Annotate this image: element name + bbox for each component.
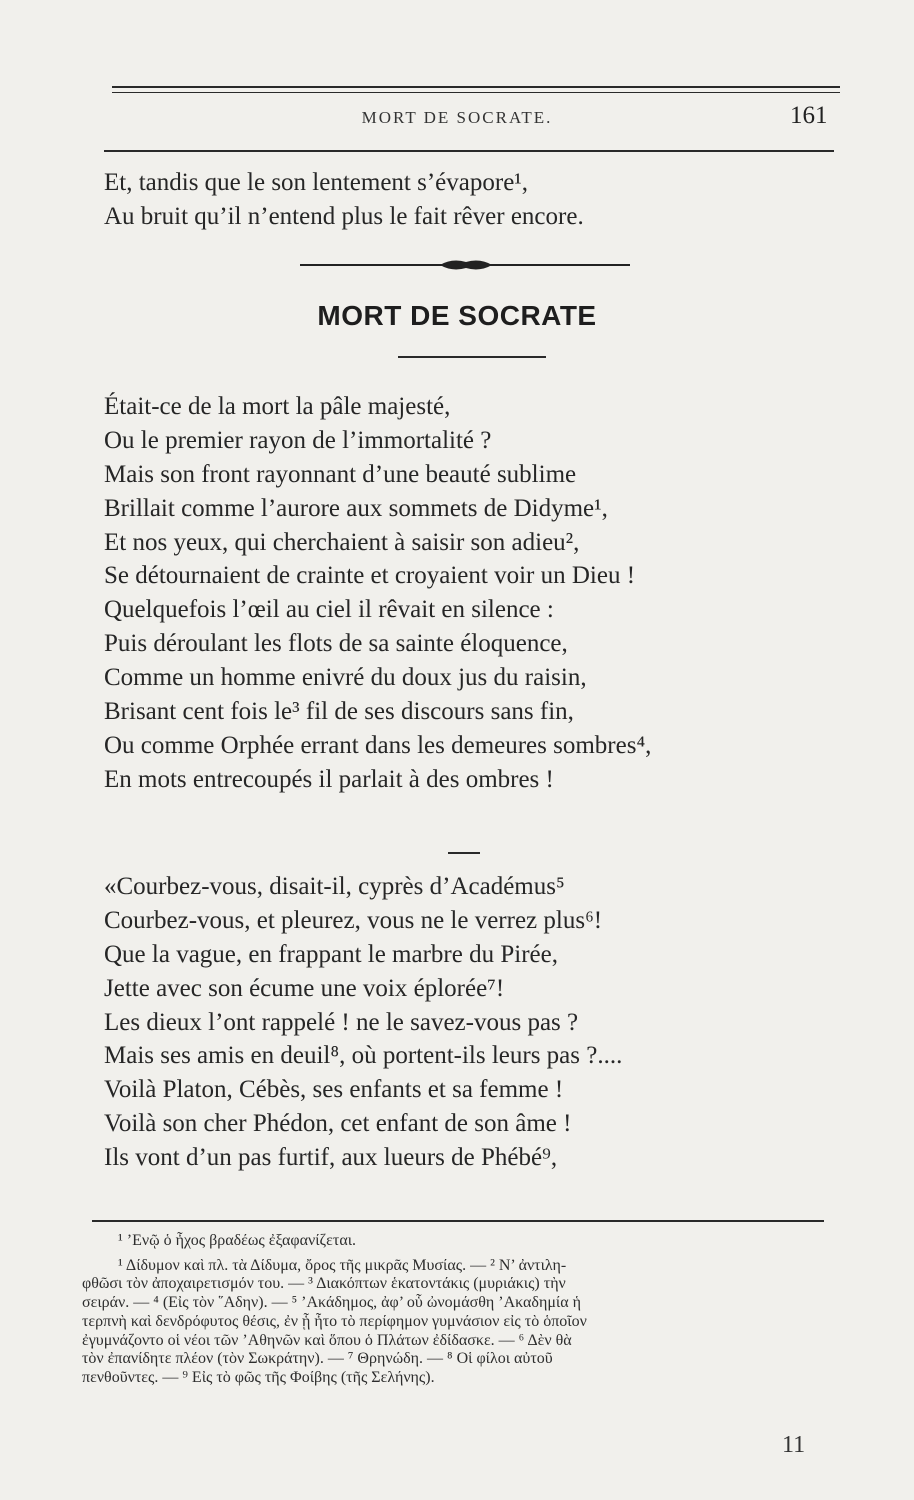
stanza-one <box>104 390 651 797</box>
ornament-divider <box>300 258 630 272</box>
verse-line: Quelquefois l’œil au ciel il rêvait en silence : <box>104 596 554 624</box>
header-rule-bottom <box>104 150 834 152</box>
verse-line: Jette avec son écume une voix éplorée⁷! <box>104 974 505 1002</box>
previous-poem-end <box>104 166 584 234</box>
section-title: MORT DE SOCRATE <box>317 300 597 331</box>
verse-line: Ou comme Orphée errant dans les demeures sombres⁴, <box>104 731 652 759</box>
title-underline <box>398 356 546 358</box>
footnote-previous: ¹ ’Ενῷ ὁ ἦχος βραδέως ἐξαφανίζεται. <box>118 1232 357 1249</box>
footnote-line: τὸν ἐπανίδητε πλέον (τὸν Σωκράτην). — ⁷ Θρηνώδη. — ⁸ Οἱ φίλοι αὐτοῦ <box>82 1350 553 1368</box>
stanza-separator <box>448 852 480 854</box>
verse-line: Ils vont d’un pas furtif, aux lueurs de Phébé⁹, <box>104 1144 558 1172</box>
verse-line: Et, tandis que le son lentement s’évapore¹, <box>104 169 529 196</box>
footnotes <box>82 1232 842 1388</box>
verse-line: Ou le premier rayon de l’immortalité ? <box>104 426 492 454</box>
verse-line: Voilà son cher Phédon, cet enfant de son âme ! <box>104 1110 572 1138</box>
footnote-line: σειράν. — ⁴ (Εἰς τὸν ῞Αδην). — ⁵ ’Ακάδημος, ἀφ’ οὗ ὠνομάσθη ’Ακαδημία ἡ <box>82 1294 581 1312</box>
verse-line: Brillait comme l’aurore aux sommets de Didyme¹, <box>104 494 608 522</box>
footnote-line: ¹ Δίδυμον καὶ πλ. τὰ Δίδυμα, ὄρος τῆς μικρᾶς Μυσίας. — ² Ν’ ἀντιλη- <box>118 1256 567 1274</box>
header-rule-second <box>112 92 840 93</box>
footnote-line: τερπνὴ καὶ δενδρόφυτος θέσις, ἐν ᾗ ἦτο τὸ περίφημον γυμνάσιον εἰς τὸ ὁποῖον <box>82 1312 587 1330</box>
header-rule-top <box>112 86 840 88</box>
footnote-rule <box>92 1220 824 1222</box>
verse-line: Comme un homme enivré du doux jus du raisin, <box>104 664 587 692</box>
verse-line: Mais son front rayonnant d’une beauté sublime <box>104 460 577 488</box>
verse-line: Se détournaient de crainte et croyaient voir un Dieu ! <box>104 562 636 590</box>
verse-line: Puis déroulant les flots de sa sainte éloquence, <box>104 630 568 658</box>
verse-line: Voilà Platon, Cébès, ses enfants et sa femme ! <box>104 1076 564 1104</box>
verse-line: «Courbez-vous, disait-il, cyprès d’Académus⁵ <box>104 873 565 900</box>
footnote-line: πενθοῦντες. — ⁹ Εἰς τὸ φῶς τῆς Φοίβης (τῆς Σελήνης). <box>82 1368 435 1386</box>
verse-line: Courbez-vous, et pleurez, vous ne le verrez plus⁶! <box>104 906 603 934</box>
page-number: 161 <box>790 102 828 129</box>
stanza-two <box>104 870 622 1175</box>
footnote-line: φθῶσι τὸν ἀποχαιρετισμόν του. — ³ Διακόπτων ἑκατοντάκις (μυριάκις) τὴν <box>82 1275 566 1293</box>
signature-mark: 11 <box>782 1432 806 1458</box>
running-title: MORT DE SOCRATE. <box>361 108 553 127</box>
verse-line: Les dieux l’ont rappelé ! ne le savez-vous pas ? <box>104 1008 579 1036</box>
verse-line: Mais ses amis en deuil⁸, où portent-ils leurs pas ?.... <box>104 1042 623 1070</box>
verse-line: En mots entrecoupés il parlait à des ombres ! <box>104 765 554 793</box>
verse-line: Que la vague, en frappant le marbre du Pirée, <box>104 940 558 968</box>
footnote-line: ἐγυμνάζοντο οἱ νέοι τῶν ’Αθηνῶν καὶ ὅπου ὁ Πλάτων ἐδίδασκε. — ⁶ Δὲν θὰ <box>82 1331 572 1349</box>
verse-line: Était-ce de la mort la pâle majesté, <box>104 393 451 420</box>
verse-line: Au bruit qu’il n’entend plus le fait rêver encore. <box>104 202 584 230</box>
verse-line: Brisant cent fois le³ fil de ses discours sans fin, <box>104 698 574 726</box>
verse-line: Et nos yeux, qui cherchaient à saisir son adieu², <box>104 528 580 556</box>
